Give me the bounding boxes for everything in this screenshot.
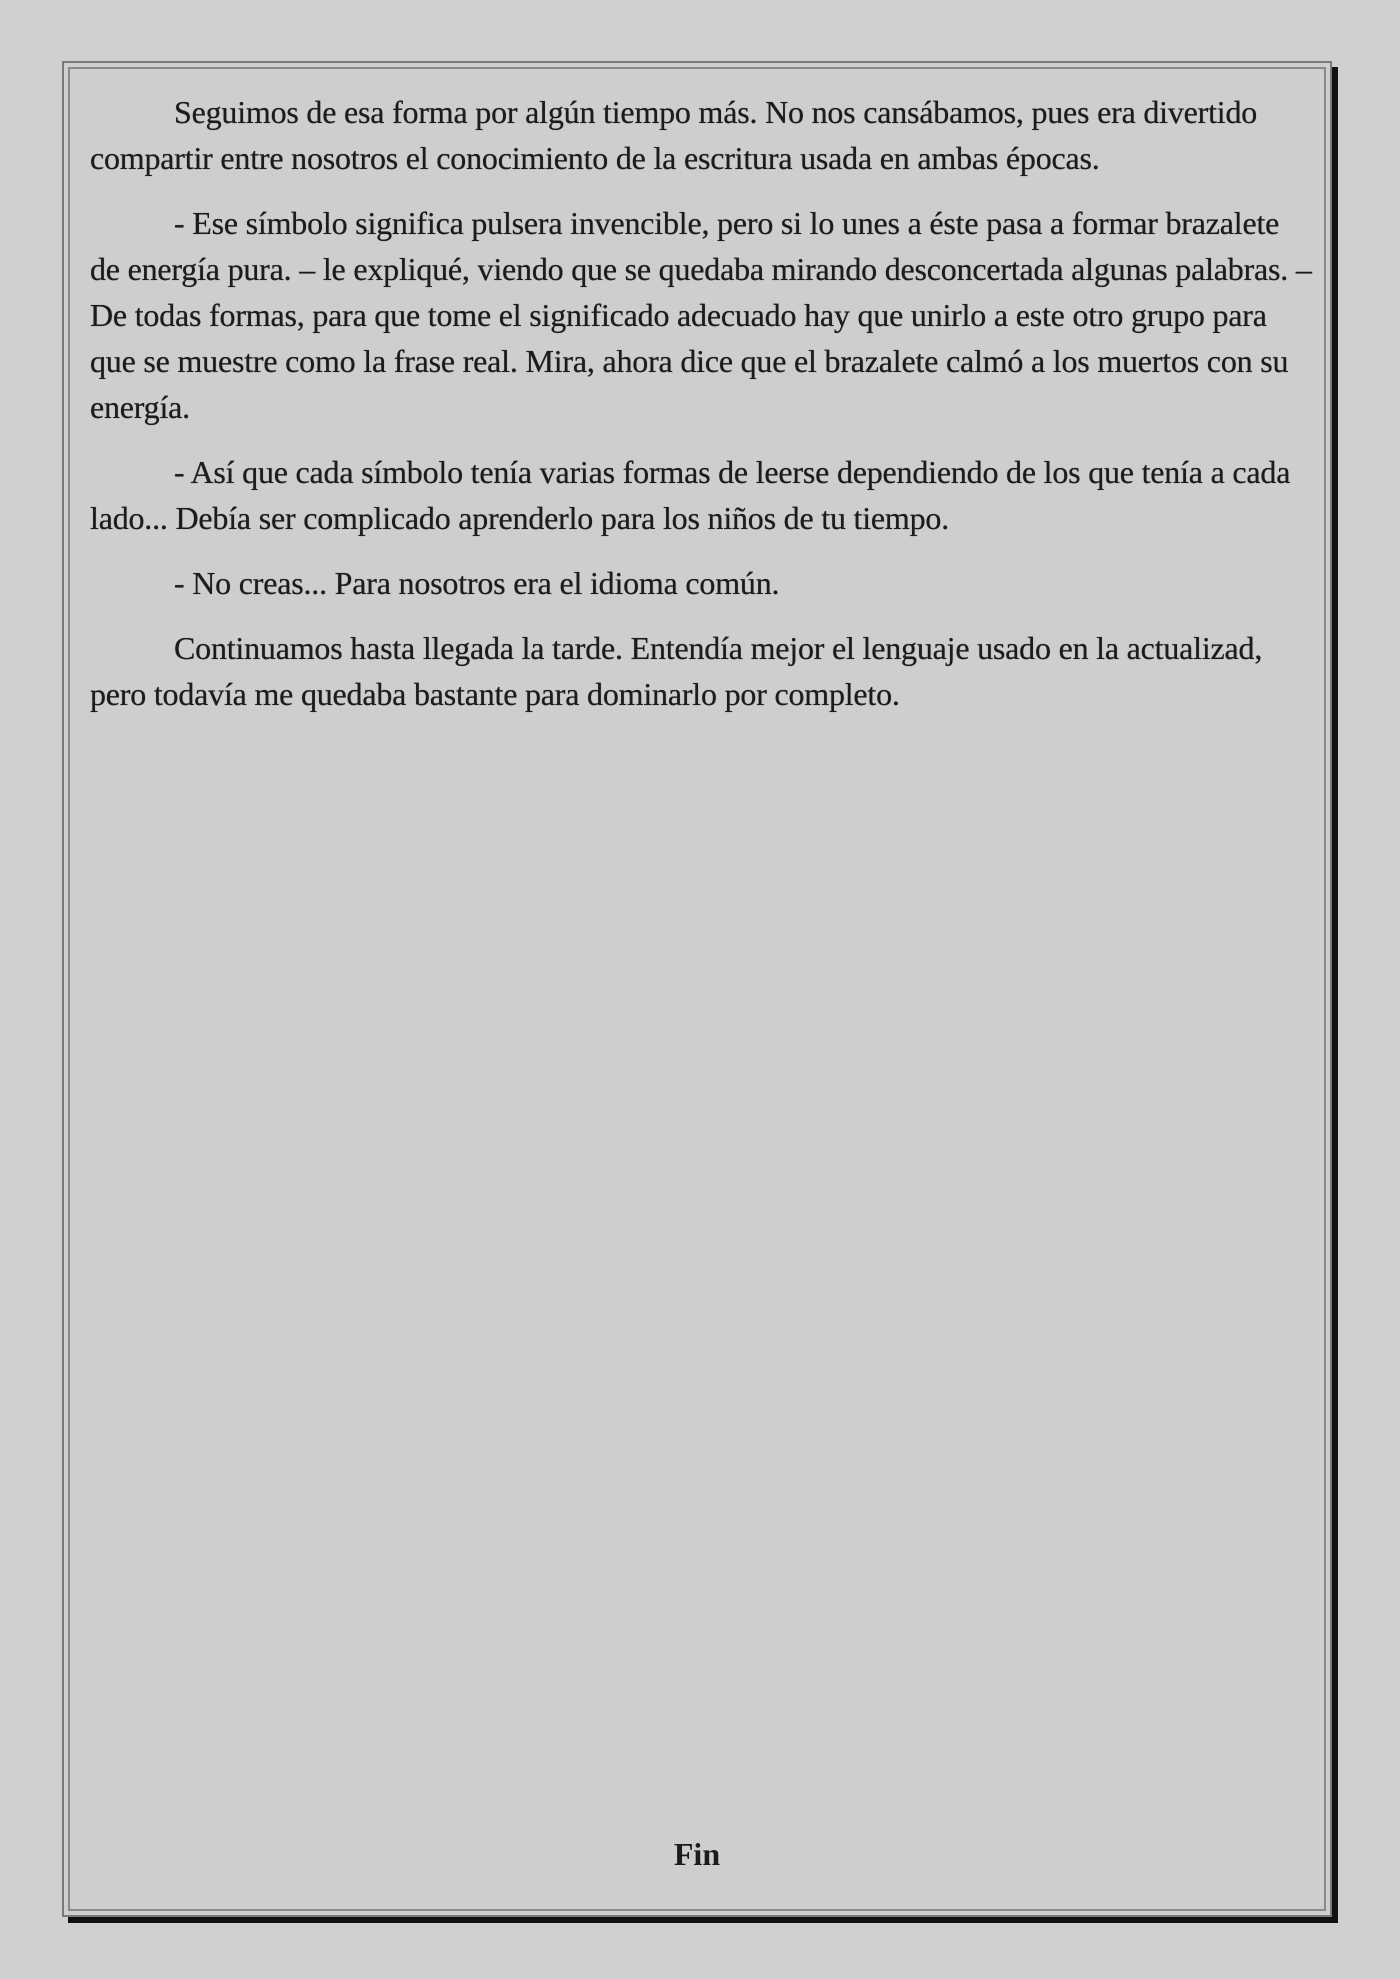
text-body <box>90 89 1314 736</box>
paragraph: Continuamos hasta llegada la tarde. Entendía mejor el lenguaje usado en la actualizad, pero todavía me quedaba bastante para dominarlo por completo. <box>90 630 1263 712</box>
page-frame <box>62 61 1332 1917</box>
page-inner-border <box>68 67 1326 1911</box>
paragraph: - Ese símbolo significa pulsera invencible, pero si lo unes a éste pasa a formar brazalete de energía pura. – le expliqué, viendo que se quedaba mirando desconcertada algunas palabras. – De todas formas, para que tome el significado adecuado hay que unirlo a este otro grupo para que se muestre como la frase real. Mira, ahora dice que el brazalete calmó a los muertos con su energía. <box>90 205 1312 425</box>
end-mark: Fin <box>673 1836 721 1872</box>
paragraph: - Así que cada símbolo tenía varias formas de leerse dependiendo de los que tenía a cada lado... Debía ser complicado aprenderlo para los niños de tu tiempo. <box>90 454 1291 536</box>
paragraph: - No creas... Para nosotros era el idioma común. <box>174 565 780 601</box>
paragraph: Seguimos de esa forma por algún tiempo más. No nos cansábamos, pues era divertido compartir entre nosotros el conocimiento de la escritura usada en ambas épocas. <box>90 94 1258 176</box>
